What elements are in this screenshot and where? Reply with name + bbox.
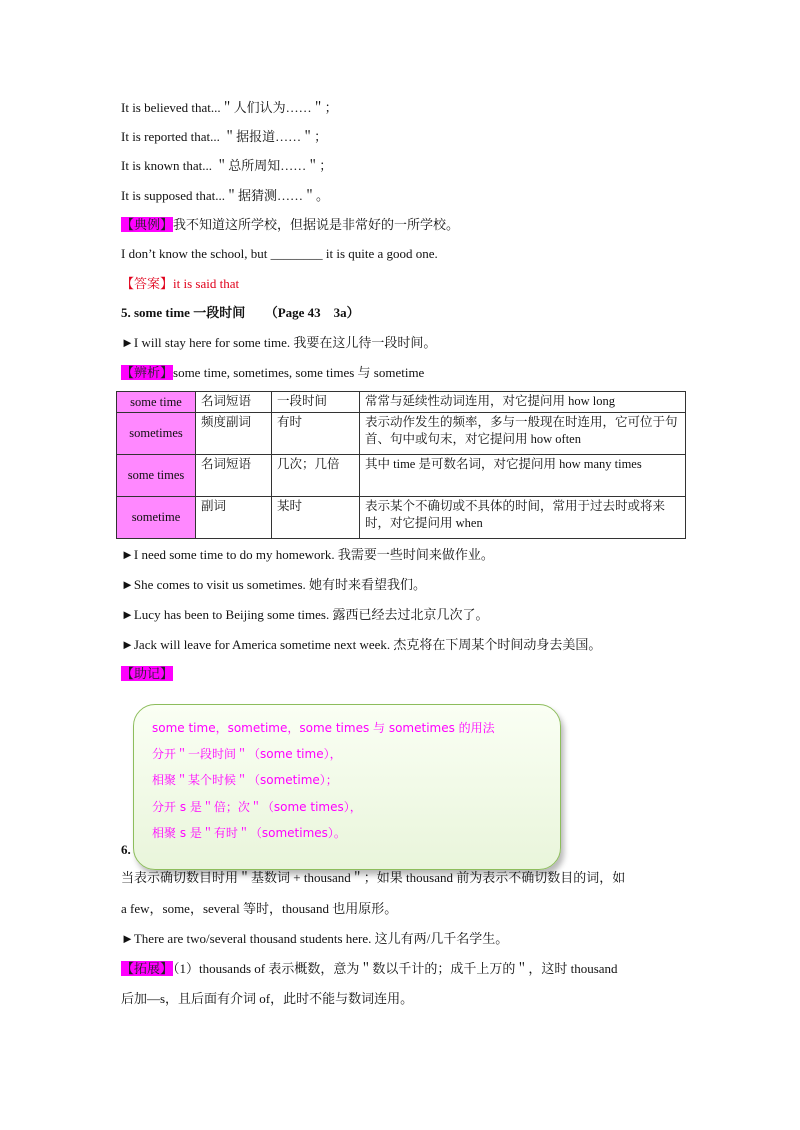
table-row bbox=[117, 392, 686, 413]
example-tag: 【典例】 bbox=[121, 217, 174, 232]
table-cell-meaning: 几次；几倍 bbox=[272, 455, 360, 497]
mnemonic-line: 分开 s 是＂倍；次＂（some times）， bbox=[152, 800, 362, 814]
extension-line-1 bbox=[121, 960, 618, 978]
example-sentence-4: ►Jack will leave for America sometime next week. 杰克将在下周某个时间动身去美国。 bbox=[121, 637, 602, 652]
example-line bbox=[121, 216, 459, 234]
analysis-text: some time, sometimes, some times 与 sometime bbox=[173, 365, 425, 380]
extension-line-2: 后加—s，且后面有介词 of，此时不能与数词连用。 bbox=[121, 991, 414, 1006]
example-sentence-3: ►Lucy has been to Beijing some times. 露西已经去过北京几次了。 bbox=[121, 607, 489, 622]
section-6-heading: 6. bbox=[121, 842, 131, 857]
table-cell-meaning: 有时 bbox=[272, 413, 360, 455]
example-english: I don’t know the school, but ________ it is quite a good one. bbox=[121, 246, 438, 261]
memo-tag: 【助记】 bbox=[121, 666, 174, 681]
example-sentence-1: ►I need some time to do my homework. 我需要一些时间来做作业。 bbox=[121, 547, 494, 562]
paragraph-6-line-2: a few，some，several 等时，thousand 也用原形。 bbox=[121, 901, 398, 916]
table-cell-word: sometimes bbox=[117, 413, 196, 455]
table-cell-pos: 副词 bbox=[196, 497, 272, 539]
table-cell-pos: 名词短语 bbox=[196, 455, 272, 497]
table-cell-meaning: 一段时间 bbox=[272, 392, 360, 413]
memo-tag-line bbox=[121, 665, 173, 683]
table-cell-usage: 常常与延续性动词连用，对它提问用 how long bbox=[360, 392, 686, 413]
table-cell-word: sometime bbox=[117, 497, 196, 539]
table-cell-usage: 表示动作发生的频率，多与一般现在时连用，它可位于句首、句中或句末，对它提问用 how often bbox=[360, 413, 686, 455]
example-sentence-5: ►There are two/several thousand students here. 这儿有两/几千名学生。 bbox=[121, 931, 509, 946]
table-row bbox=[117, 497, 686, 539]
answer-line: 【答案】it is said that bbox=[121, 276, 240, 291]
phrase-believed: It is believed that...＂人们认为……＂； bbox=[121, 100, 338, 115]
analysis-line bbox=[121, 364, 424, 382]
mnemonic-line: 相聚 s 是＂有时＂（sometimes）。 bbox=[152, 826, 346, 840]
table-cell-meaning: 某时 bbox=[272, 497, 360, 539]
table-row bbox=[117, 455, 686, 497]
mnemonic-box bbox=[133, 704, 561, 870]
analysis-tag: 【辨析】 bbox=[121, 365, 174, 380]
table-row bbox=[117, 413, 686, 455]
table-cell-word: some times bbox=[117, 455, 196, 497]
mnemonic-line: 分开＂一段时间＂（some time）， bbox=[152, 747, 342, 761]
section-5-heading: 5. some time 一段时间 （Page 43 3a） bbox=[121, 305, 360, 320]
extension-text: （1）thousands of 表示概数，意为＂数以千计的；成千上万的＂，这时 thousand bbox=[173, 961, 618, 976]
table-cell-word: some time bbox=[117, 392, 196, 413]
phrase-known: It is known that... ＂总所周知……＂； bbox=[121, 158, 333, 173]
sentence-some-time: ►I will stay here for some time. 我要在这儿待一段时间。 bbox=[121, 335, 437, 350]
example-sentence-2: ►She comes to visit us sometimes. 她有时来看望我们。 bbox=[121, 577, 426, 592]
mnemonic-line: 相聚＂某个时候＂（sometime）； bbox=[152, 773, 338, 787]
table-cell-usage: 其中 time 是可数名词，对它提问用 how many times bbox=[360, 455, 686, 497]
phrase-reported: It is reported that... ＂据报道……＂； bbox=[121, 129, 328, 144]
mnemonic-title: some time，sometime，some times 与 sometimes 的用法 bbox=[152, 721, 495, 735]
table-cell-pos: 频度副词 bbox=[196, 413, 272, 455]
phrase-supposed: It is supposed that...＂据猜测……＂。 bbox=[121, 188, 329, 203]
extension-tag: 【拓展】 bbox=[121, 961, 174, 976]
comparison-table bbox=[116, 391, 686, 539]
table-cell-pos: 名词短语 bbox=[196, 392, 272, 413]
example-chinese: 我不知道这所学校，但据说是非常好的一所学校。 bbox=[173, 217, 460, 232]
paragraph-6-line-1: 当表示确切数目时用＂基数词 + thousand＂；如果 thousand 前为表示不确切数目的词，如 bbox=[121, 870, 626, 885]
table-cell-usage: 表示某个不确切或不具体的时间，常用于过去时或将来时，对它提问用 when bbox=[360, 497, 686, 539]
